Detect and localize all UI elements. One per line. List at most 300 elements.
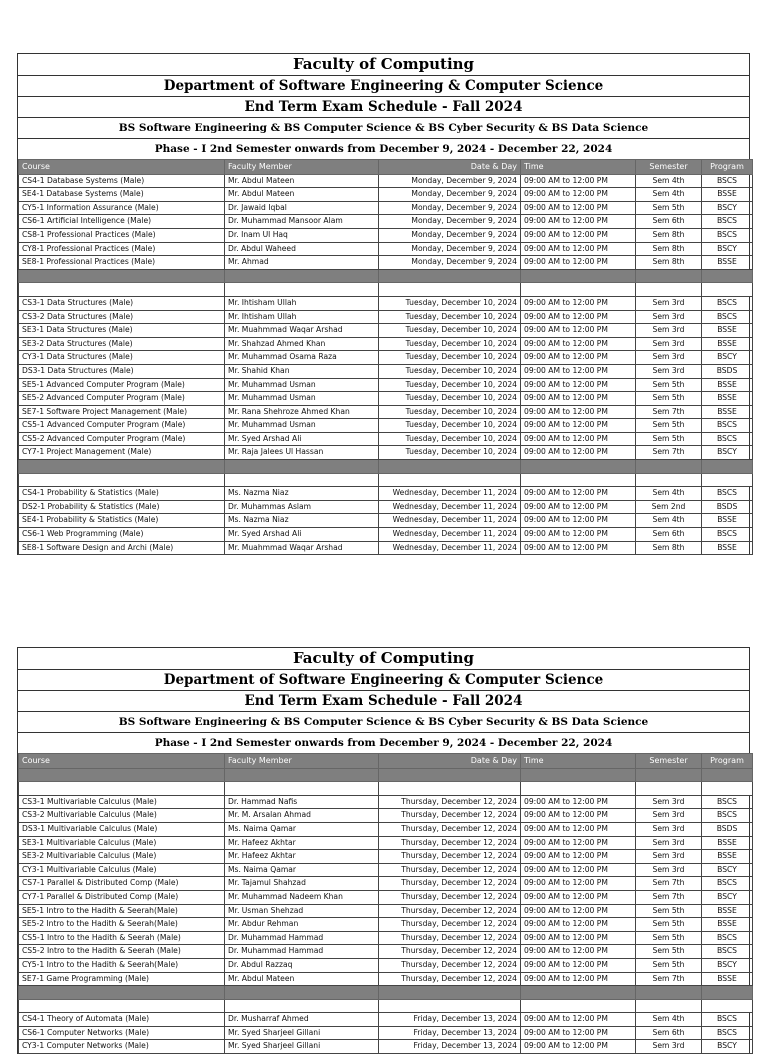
faculty-cell: Dr. Jawaid Iqbal	[225, 201, 379, 215]
table-row	[19, 958, 753, 972]
empty-cell	[636, 986, 702, 1000]
empty-cell	[702, 999, 753, 1013]
course-cell: CS5-1 Advanced Computer Program (Male)	[19, 419, 225, 433]
course-cell: SE3-2 Multivariable Calculus (Male)	[19, 850, 225, 864]
faculty-cell: Mr. Tajamul Shahzad	[225, 877, 379, 891]
table-row	[19, 1013, 753, 1027]
table-row	[19, 890, 753, 904]
program-cell: BSSE	[702, 378, 753, 392]
program-cell: BSCS	[702, 945, 753, 959]
time-cell: 09:00 AM to 12:00 PM	[521, 228, 636, 242]
semester-cell: Sem 3rd	[636, 364, 702, 378]
semester-cell: Sem 6th	[636, 215, 702, 229]
program-cell: BSCY	[702, 351, 753, 365]
column-header-time: Time	[521, 160, 636, 175]
empty-cell	[636, 283, 702, 297]
course-cell: CS4-1 Probability & Statistics (Male)	[19, 487, 225, 501]
empty-cell	[702, 473, 753, 487]
date-cell: Friday, December 13, 2024	[379, 1040, 521, 1054]
schedule-table-2	[18, 753, 753, 1054]
schedule-sheet-1	[17, 53, 750, 555]
semester-cell: Sem 3rd	[636, 850, 702, 864]
column-header-faculty: Faculty Member	[225, 754, 379, 769]
time-cell: 09:00 AM to 12:00 PM	[521, 310, 636, 324]
faculty-cell: Mr. Usman Shehzad	[225, 904, 379, 918]
program-cell: BSCY	[702, 890, 753, 904]
faculty-cell: Mr. Muhammad Usman	[225, 392, 379, 406]
schedule-table-1	[18, 159, 753, 555]
table-row	[19, 904, 753, 918]
table-row	[19, 918, 753, 932]
faculty-cell: Mr. Ahmad	[225, 256, 379, 270]
empty-cell	[636, 782, 702, 796]
empty-cell	[225, 460, 379, 474]
faculty-cell: Mr. Hafeez Akhtar	[225, 836, 379, 850]
faculty-cell: Mr. Ihtisham Ullah	[225, 310, 379, 324]
semester-cell: Sem 5th	[636, 945, 702, 959]
semester-cell: Sem 5th	[636, 378, 702, 392]
empty-cell	[379, 986, 521, 1000]
program-cell: BSSE	[702, 405, 753, 419]
time-cell: 09:00 AM to 12:00 PM	[521, 904, 636, 918]
program-cell: BSCS	[702, 1026, 753, 1040]
date-cell: Thursday, December 12, 2024	[379, 945, 521, 959]
faculty-cell: Dr. Inam Ul Haq	[225, 228, 379, 242]
semester-cell: Sem 5th	[636, 201, 702, 215]
table-row	[19, 877, 753, 891]
separator-row	[19, 986, 753, 1000]
course-cell: SE7-1 Software Project Management (Male)	[19, 405, 225, 419]
course-cell: CS6-1 Computer Networks (Male)	[19, 1026, 225, 1040]
date-cell: Thursday, December 12, 2024	[379, 890, 521, 904]
blank-row	[19, 782, 753, 796]
empty-cell	[379, 460, 521, 474]
blank-row	[19, 473, 753, 487]
time-cell: 09:00 AM to 12:00 PM	[521, 931, 636, 945]
program-cell: BSSE	[702, 324, 753, 338]
faculty-cell: Dr. Abdul Razzaq	[225, 958, 379, 972]
date-cell: Tuesday, December 10, 2024	[379, 419, 521, 433]
faculty-cell: Ms. Naima Qamar	[225, 863, 379, 877]
table-row	[19, 188, 753, 202]
empty-cell	[19, 473, 225, 487]
faculty-cell: Mr. Ihtisham Ullah	[225, 296, 379, 310]
program-cell: BSCS	[702, 215, 753, 229]
empty-cell	[225, 999, 379, 1013]
empty-cell	[636, 999, 702, 1013]
course-cell: CS3-1 Multivariable Calculus (Male)	[19, 795, 225, 809]
date-cell: Tuesday, December 10, 2024	[379, 432, 521, 446]
time-cell: 09:00 AM to 12:00 PM	[521, 324, 636, 338]
semester-cell: Sem 5th	[636, 904, 702, 918]
semester-cell: Sem 3rd	[636, 296, 702, 310]
empty-cell	[225, 986, 379, 1000]
table-row	[19, 514, 753, 528]
table-row	[19, 405, 753, 419]
time-cell: 09:00 AM to 12:00 PM	[521, 419, 636, 433]
course-cell: CS3-2 Multivariable Calculus (Male)	[19, 809, 225, 823]
empty-cell	[19, 999, 225, 1013]
faculty-cell: Mr. Syed Sharjeel Gillani	[225, 1026, 379, 1040]
course-cell: CY7-1 Parallel & Distributed Comp (Male)	[19, 890, 225, 904]
program-cell: BSSE	[702, 904, 753, 918]
empty-cell	[702, 460, 753, 474]
date-cell: Thursday, December 12, 2024	[379, 958, 521, 972]
empty-cell	[636, 460, 702, 474]
column-header-semester: Semester	[636, 754, 702, 769]
faculty-cell: Mr. M. Arsalan Ahmad	[225, 809, 379, 823]
semester-cell: Sem 4th	[636, 487, 702, 501]
time-cell: 09:00 AM to 12:00 PM	[521, 201, 636, 215]
empty-cell	[379, 999, 521, 1013]
course-cell: CS3-1 Data Structures (Male)	[19, 296, 225, 310]
semester-cell: Sem 3rd	[636, 351, 702, 365]
date-cell: Thursday, December 12, 2024	[379, 809, 521, 823]
column-header-program: Program	[702, 754, 753, 769]
date-cell: Monday, December 9, 2024	[379, 201, 521, 215]
table-row	[19, 201, 753, 215]
course-cell: CS5-2 Intro to the Hadith & Seerah (Male)	[19, 945, 225, 959]
course-cell: DS3-1 Multivariable Calculus (Male)	[19, 822, 225, 836]
time-cell: 09:00 AM to 12:00 PM	[521, 863, 636, 877]
date-cell: Tuesday, December 10, 2024	[379, 351, 521, 365]
semester-cell: Sem 7th	[636, 877, 702, 891]
program-cell: BSCS	[702, 296, 753, 310]
semester-cell: Sem 4th	[636, 174, 702, 188]
program-cell: BSCS	[702, 1013, 753, 1027]
course-cell: CS4-1 Theory of Automata (Male)	[19, 1013, 225, 1027]
time-cell: 09:00 AM to 12:00 PM	[521, 958, 636, 972]
programs-title: BS Software Engineering & BS Computer Science & BS Cyber Security & BS Data Science	[18, 117, 749, 138]
date-cell: Tuesday, December 10, 2024	[379, 446, 521, 460]
faculty-cell: Dr. Musharraf Ahmed	[225, 1013, 379, 1027]
program-cell: BSSE	[702, 337, 753, 351]
time-cell: 09:00 AM to 12:00 PM	[521, 945, 636, 959]
separator-row	[19, 768, 753, 782]
date-cell: Tuesday, December 10, 2024	[379, 296, 521, 310]
date-cell: Thursday, December 12, 2024	[379, 918, 521, 932]
time-cell: 09:00 AM to 12:00 PM	[521, 487, 636, 501]
empty-cell	[636, 768, 702, 782]
programs-title: BS Software Engineering & BS Computer Science & BS Cyber Security & BS Data Science	[18, 711, 749, 732]
time-cell: 09:00 AM to 12:00 PM	[521, 514, 636, 528]
course-cell: DS2-1 Probability & Statistics (Male)	[19, 500, 225, 514]
course-cell: SE4-1 Probability & Statistics (Male)	[19, 514, 225, 528]
empty-cell	[225, 283, 379, 297]
semester-cell: Sem 5th	[636, 392, 702, 406]
faculty-title: Faculty of Computing	[18, 53, 749, 75]
empty-cell	[702, 283, 753, 297]
date-cell: Thursday, December 12, 2024	[379, 822, 521, 836]
table-row	[19, 378, 753, 392]
program-cell: BSCS	[702, 528, 753, 542]
table-row	[19, 174, 753, 188]
empty-cell	[702, 782, 753, 796]
semester-cell: Sem 3rd	[636, 836, 702, 850]
separator-row	[19, 269, 753, 283]
time-cell: 09:00 AM to 12:00 PM	[521, 351, 636, 365]
course-cell: SE3-1 Multivariable Calculus (Male)	[19, 836, 225, 850]
faculty-cell: Dr. Muhammad Mansoor Alam	[225, 215, 379, 229]
semester-cell: Sem 4th	[636, 514, 702, 528]
faculty-cell: Dr. Muhammad Hammad	[225, 931, 379, 945]
course-cell: CY5-1 Intro to the Hadith & Seerah(Male)	[19, 958, 225, 972]
course-cell: CY3-1 Data Structures (Male)	[19, 351, 225, 365]
empty-cell	[521, 473, 636, 487]
faculty-cell: Ms. Nazma Niaz	[225, 514, 379, 528]
course-cell: SE3-2 Data Structures (Male)	[19, 337, 225, 351]
date-cell: Tuesday, December 10, 2024	[379, 324, 521, 338]
column-header-semester: Semester	[636, 160, 702, 175]
semester-cell: Sem 5th	[636, 432, 702, 446]
table-row	[19, 392, 753, 406]
semester-cell: Sem 6th	[636, 528, 702, 542]
program-cell: BSSE	[702, 850, 753, 864]
date-cell: Tuesday, December 10, 2024	[379, 378, 521, 392]
date-cell: Monday, December 9, 2024	[379, 174, 521, 188]
table-row	[19, 364, 753, 378]
column-header-course: Course	[19, 160, 225, 175]
faculty-cell: Mr. Muhammad Osama Raza	[225, 351, 379, 365]
semester-cell: Sem 8th	[636, 256, 702, 270]
table-row	[19, 256, 753, 270]
time-cell: 09:00 AM to 12:00 PM	[521, 1026, 636, 1040]
faculty-cell: Dr. Muhammad Hammad	[225, 945, 379, 959]
empty-cell	[521, 460, 636, 474]
department-title: Department of Software Engineering & Computer Science	[18, 75, 749, 96]
empty-cell	[636, 269, 702, 283]
time-cell: 09:00 AM to 12:00 PM	[521, 795, 636, 809]
empty-cell	[225, 269, 379, 283]
date-cell: Tuesday, December 10, 2024	[379, 310, 521, 324]
course-cell: CS4-1 Database Systems (Male)	[19, 174, 225, 188]
time-cell: 09:00 AM to 12:00 PM	[521, 215, 636, 229]
course-cell: CS6-1 Web Programming (Male)	[19, 528, 225, 542]
time-cell: 09:00 AM to 12:00 PM	[521, 378, 636, 392]
table-row	[19, 324, 753, 338]
faculty-title: Faculty of Computing	[18, 647, 749, 669]
course-cell: CS3-2 Data Structures (Male)	[19, 310, 225, 324]
empty-cell	[225, 768, 379, 782]
time-cell: 09:00 AM to 12:00 PM	[521, 364, 636, 378]
semester-cell: Sem 3rd	[636, 863, 702, 877]
semester-cell: Sem 8th	[636, 228, 702, 242]
program-cell: BSCY	[702, 1040, 753, 1054]
column-header-date: Date & Day	[379, 160, 521, 175]
time-cell: 09:00 AM to 12:00 PM	[521, 296, 636, 310]
course-cell: CY3-1 Multivariable Calculus (Male)	[19, 863, 225, 877]
faculty-cell: Ms. Naima Qamar	[225, 822, 379, 836]
program-cell: BSDS	[702, 822, 753, 836]
semester-cell: Sem 7th	[636, 890, 702, 904]
schedule-title: End Term Exam Schedule - Fall 2024	[18, 690, 749, 711]
date-cell: Tuesday, December 10, 2024	[379, 392, 521, 406]
date-cell: Thursday, December 12, 2024	[379, 877, 521, 891]
empty-cell	[636, 473, 702, 487]
date-cell: Tuesday, December 10, 2024	[379, 364, 521, 378]
program-cell: BSCS	[702, 809, 753, 823]
empty-cell	[521, 986, 636, 1000]
column-header-program: Program	[702, 160, 753, 175]
table-row	[19, 419, 753, 433]
program-cell: BSSE	[702, 392, 753, 406]
time-cell: 09:00 AM to 12:00 PM	[521, 877, 636, 891]
faculty-cell: Mr. Syed Arshad Ali	[225, 432, 379, 446]
course-cell: SE8-1 Professional Practices (Male)	[19, 256, 225, 270]
blank-row	[19, 999, 753, 1013]
table-row	[19, 432, 753, 446]
table-row	[19, 215, 753, 229]
faculty-cell: Mr. Shahzad Ahmed Khan	[225, 337, 379, 351]
table-row	[19, 931, 753, 945]
date-cell: Friday, December 13, 2024	[379, 1026, 521, 1040]
table-row	[19, 310, 753, 324]
program-cell: BSCY	[702, 446, 753, 460]
table-row	[19, 809, 753, 823]
program-cell: BSSE	[702, 836, 753, 850]
time-cell: 09:00 AM to 12:00 PM	[521, 918, 636, 932]
semester-cell: Sem 3rd	[636, 324, 702, 338]
date-cell: Thursday, December 12, 2024	[379, 836, 521, 850]
time-cell: 09:00 AM to 12:00 PM	[521, 337, 636, 351]
table-row	[19, 945, 753, 959]
schedule-sheet-2	[17, 647, 750, 1054]
course-cell: CS6-1 Artificial Intelligence (Male)	[19, 215, 225, 229]
date-cell: Monday, December 9, 2024	[379, 215, 521, 229]
time-cell: 09:00 AM to 12:00 PM	[521, 1040, 636, 1054]
faculty-cell: Mr. Abdul Mateen	[225, 972, 379, 986]
empty-cell	[19, 768, 225, 782]
table-header-row	[19, 754, 753, 769]
date-cell: Thursday, December 12, 2024	[379, 972, 521, 986]
faculty-cell: Mr. Hafeez Akhtar	[225, 850, 379, 864]
faculty-cell: Mr. Abdur Rehman	[225, 918, 379, 932]
date-cell: Monday, December 9, 2024	[379, 256, 521, 270]
semester-cell: Sem 4th	[636, 1013, 702, 1027]
semester-cell: Sem 5th	[636, 958, 702, 972]
time-cell: 09:00 AM to 12:00 PM	[521, 890, 636, 904]
faculty-cell: Mr. Abdul Mateen	[225, 174, 379, 188]
table-row	[19, 850, 753, 864]
date-cell: Thursday, December 12, 2024	[379, 863, 521, 877]
blank-row	[19, 283, 753, 297]
faculty-cell: Mr. Abdul Mateen	[225, 188, 379, 202]
empty-cell	[521, 269, 636, 283]
schedule-title: End Term Exam Schedule - Fall 2024	[18, 96, 749, 117]
faculty-cell: Mr. Muhammad Nadeem Khan	[225, 890, 379, 904]
date-cell: Wednesday, December 11, 2024	[379, 528, 521, 542]
course-cell: SE7-1 Game Programming (Male)	[19, 972, 225, 986]
course-cell: SE5-1 Intro to the Hadith & Seerah(Male)	[19, 904, 225, 918]
semester-cell: Sem 7th	[636, 972, 702, 986]
time-cell: 09:00 AM to 12:00 PM	[521, 809, 636, 823]
date-cell: Thursday, December 12, 2024	[379, 931, 521, 945]
semester-cell: Sem 3rd	[636, 1040, 702, 1054]
program-cell: BSSE	[702, 918, 753, 932]
faculty-cell: Ms. Nazma Niaz	[225, 487, 379, 501]
empty-cell	[379, 473, 521, 487]
empty-cell	[19, 460, 225, 474]
date-cell: Tuesday, December 10, 2024	[379, 405, 521, 419]
time-cell: 09:00 AM to 12:00 PM	[521, 500, 636, 514]
program-cell: BSCY	[702, 201, 753, 215]
table-row	[19, 528, 753, 542]
program-cell: BSCS	[702, 931, 753, 945]
empty-cell	[19, 269, 225, 283]
semester-cell: Sem 3rd	[636, 310, 702, 324]
time-cell: 09:00 AM to 12:00 PM	[521, 528, 636, 542]
program-cell: BSCS	[702, 419, 753, 433]
program-cell: BSCS	[702, 174, 753, 188]
program-cell: BSSE	[702, 256, 753, 270]
course-cell: SE5-2 Intro to the Hadith & Seerah(Male)	[19, 918, 225, 932]
program-cell: BSSE	[702, 188, 753, 202]
program-cell: BSSE	[702, 514, 753, 528]
table-row	[19, 296, 753, 310]
empty-cell	[379, 269, 521, 283]
course-cell: CS7-1 Parallel & Distributed Comp (Male)	[19, 877, 225, 891]
empty-cell	[521, 999, 636, 1013]
time-cell: 09:00 AM to 12:00 PM	[521, 972, 636, 986]
program-cell: BSSE	[702, 541, 753, 555]
semester-cell: Sem 3rd	[636, 809, 702, 823]
course-cell: CS5-2 Advanced Computer Program (Male)	[19, 432, 225, 446]
semester-cell: Sem 5th	[636, 931, 702, 945]
program-cell: BSCS	[702, 432, 753, 446]
course-cell: CY5-1 Information Assurance (Male)	[19, 201, 225, 215]
table-row	[19, 242, 753, 256]
empty-cell	[521, 768, 636, 782]
table-row	[19, 500, 753, 514]
date-cell: Tuesday, December 10, 2024	[379, 337, 521, 351]
table-row	[19, 487, 753, 501]
time-cell: 09:00 AM to 12:00 PM	[521, 446, 636, 460]
date-cell: Wednesday, December 11, 2024	[379, 487, 521, 501]
program-cell: BSDS	[702, 500, 753, 514]
time-cell: 09:00 AM to 12:00 PM	[521, 836, 636, 850]
course-cell: CY7-1 Project Management (Male)	[19, 446, 225, 460]
time-cell: 09:00 AM to 12:00 PM	[521, 174, 636, 188]
empty-cell	[521, 782, 636, 796]
faculty-cell: Mr. Syed Sharjeel Gillani	[225, 1040, 379, 1054]
program-cell: BSCY	[702, 242, 753, 256]
faculty-cell: Dr. Hammad Nafis	[225, 795, 379, 809]
semester-cell: Sem 3rd	[636, 337, 702, 351]
date-cell: Wednesday, December 11, 2024	[379, 500, 521, 514]
time-cell: 09:00 AM to 12:00 PM	[521, 541, 636, 555]
empty-cell	[225, 782, 379, 796]
date-cell: Friday, December 13, 2024	[379, 1013, 521, 1027]
time-cell: 09:00 AM to 12:00 PM	[521, 242, 636, 256]
empty-cell	[19, 283, 225, 297]
semester-cell: Sem 2nd	[636, 500, 702, 514]
course-cell: SE5-1 Advanced Computer Program (Male)	[19, 378, 225, 392]
faculty-cell: Dr. Muhammas Aslam	[225, 500, 379, 514]
semester-cell: Sem 3rd	[636, 822, 702, 836]
program-cell: BSCS	[702, 310, 753, 324]
semester-cell: Sem 4th	[636, 188, 702, 202]
course-cell: SE8-1 Software Design and Archi (Male)	[19, 541, 225, 555]
empty-cell	[379, 768, 521, 782]
empty-cell	[19, 782, 225, 796]
column-header-date: Date & Day	[379, 754, 521, 769]
time-cell: 09:00 AM to 12:00 PM	[521, 822, 636, 836]
column-header-course: Course	[19, 754, 225, 769]
semester-cell: Sem 7th	[636, 446, 702, 460]
course-cell: DS3-1 Data Structures (Male)	[19, 364, 225, 378]
time-cell: 09:00 AM to 12:00 PM	[521, 392, 636, 406]
department-title: Department of Software Engineering & Computer Science	[18, 669, 749, 690]
